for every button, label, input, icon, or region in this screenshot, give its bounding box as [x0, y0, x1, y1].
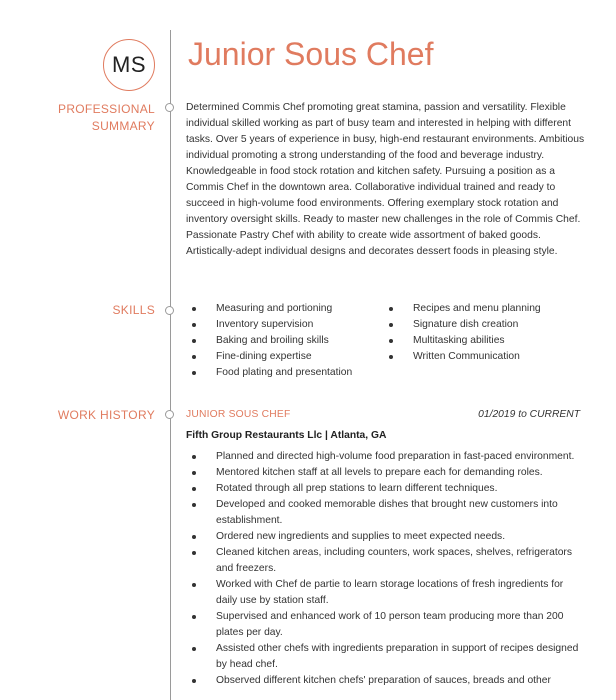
- skill-item: Recipes and menu planning: [383, 301, 541, 317]
- skill-item: Inventory supervision: [186, 317, 352, 333]
- skill-item: Measuring and portioning: [186, 301, 352, 317]
- skill-item: Baking and broiling skills: [186, 333, 352, 349]
- section-title-line-1: PROFESSIONAL: [58, 102, 155, 116]
- skills-list-left: [186, 301, 352, 381]
- initials-monogram: [103, 39, 155, 91]
- duty-item: Worked with Chef de partie to learn storage locations of fresh ingredients for daily use by station staff.: [186, 577, 586, 609]
- timeline-dot-summary: [165, 103, 174, 112]
- employer-location: Fifth Group Restaurants Llc | Atlanta, GA: [186, 430, 387, 441]
- timeline-dot-skills: [165, 306, 174, 315]
- resume-name-title: Junior Sous Chef: [188, 36, 434, 72]
- skill-item: Written Communication: [383, 349, 541, 365]
- skill-item: Food plating and presentation: [186, 365, 352, 381]
- section-title-line-2: SUMMARY: [91, 119, 155, 133]
- section-title-skills: SKILLS: [112, 303, 155, 317]
- section-title-work-history: WORK HISTORY: [57, 408, 155, 422]
- duty-item: Mentored kitchen staff at all levels to prepare each for demanding roles.: [186, 465, 586, 481]
- skill-item: Signature dish creation: [383, 317, 541, 333]
- skills-list-right: [383, 301, 541, 365]
- duty-item: Assisted other chefs with ingredients preparation in support of recipes designed by head chef.: [186, 641, 586, 673]
- duty-item: Ordered new ingredients and supplies to meet expected needs.: [186, 529, 586, 545]
- timeline-line: [170, 30, 171, 700]
- duty-item: Developed and cooked memorable dishes that brought new customers into establishment.: [186, 497, 586, 529]
- job-title: JUNIOR SOUS CHEF: [186, 409, 291, 420]
- skill-item: Fine-dining expertise: [186, 349, 352, 365]
- duty-item: Cleaned kitchen areas, including counters, work spaces, shelves, refrigerators and freezers.: [186, 545, 586, 577]
- duty-item: Planned and directed high-volume food preparation in fast-paced environment.: [186, 449, 586, 465]
- summary-paragraph: Determined Commis Chef promoting great stamina, passion and versatility. Flexible individual skilled working as part of busy team and interested in helping with different tasks. Over 5 years of experience in busy, high-end restaurant environments. Ambitious individual promoting a strong understanding of the food and beverage industry. Knowledgeable in food stock rotation and kitchen safety. Pursuing a position as a Commis Chef in the downtown area. Collaborative individual trained and ready to succeed in high-volume food environments. Offering exemplary stock rotation and inventory oversight skills. Ready to master new challenges in the role of Commis Chef. Passionate Pastry Chef with ability to create wide assortment of baked goods. Artistically-adept individual designs and decorates dessert foods in pleasing style.: [186, 102, 585, 258]
- timeline-dot-work-history: [165, 410, 174, 419]
- duty-item: Rotated through all prep stations to learn different techniques.: [186, 481, 586, 497]
- initials-text: MS: [112, 52, 146, 77]
- skill-item: Multitasking abilities: [383, 333, 541, 349]
- job-dates: 01/2019 to CURRENT: [478, 409, 580, 420]
- duty-item: Supervised and enhanced work of 10 person team producing more than 200 plates per day.: [186, 609, 586, 641]
- duty-item: Observed different kitchen chefs' preparation of sauces, breads and other: [186, 673, 586, 689]
- job-duties-list: [186, 449, 586, 689]
- section-title-professional-summary: [58, 101, 155, 135]
